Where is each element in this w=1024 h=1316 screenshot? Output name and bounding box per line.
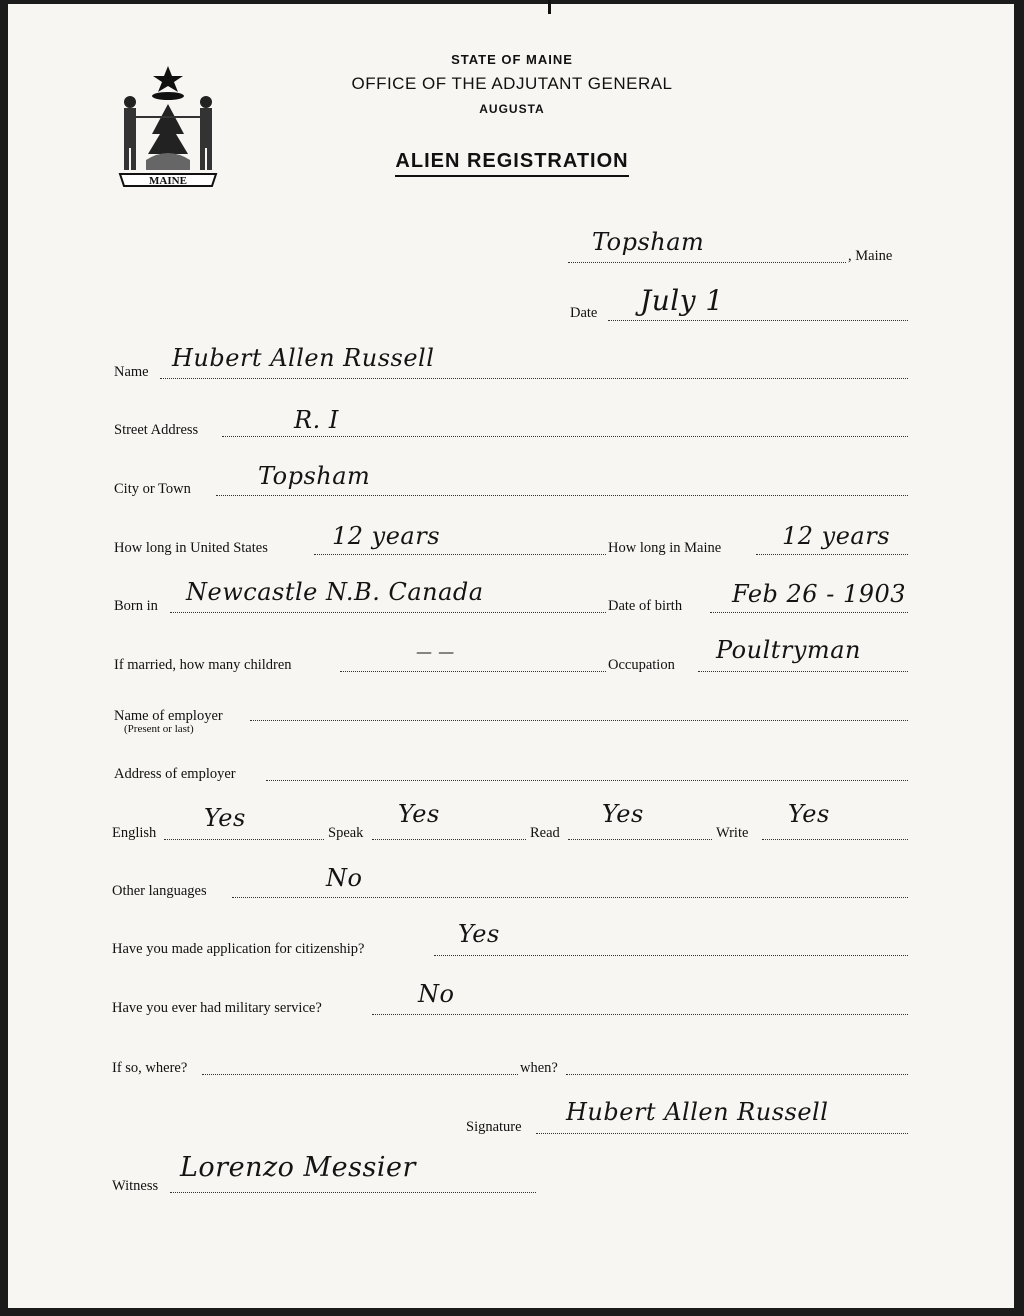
city-line (216, 495, 908, 496)
other-languages-value: No (326, 864, 363, 892)
maine-duration-line (756, 554, 908, 555)
employer-address-label: Address of employer (114, 766, 236, 782)
signature-line (536, 1133, 908, 1134)
name-value: Hubert Allen Russell (172, 344, 435, 372)
read-label: Read (530, 825, 560, 841)
military-label: Have you ever had military service? (112, 1000, 322, 1016)
us-duration-line (314, 554, 606, 555)
occupation-label: Occupation (608, 657, 675, 673)
occupation-value: Poultryman (716, 636, 861, 664)
english-line (164, 839, 324, 840)
occupation-line (698, 671, 908, 672)
born-in-label: Born in (114, 598, 158, 614)
street-label: Street Address (114, 422, 199, 438)
staple-mark (548, 0, 551, 14)
street-line (222, 436, 908, 437)
city-value: Topsham (258, 462, 371, 490)
employer-address-line (266, 780, 908, 781)
children-line (340, 671, 606, 672)
dob-label: Date of birth (608, 598, 683, 614)
speak-value: Yes (398, 800, 440, 828)
date-line (608, 320, 908, 321)
dob-value: Feb 26 - 1903 (732, 580, 907, 608)
children-label: If married, how many children (114, 657, 292, 673)
military-line (372, 1014, 908, 1015)
header-city: AUGUSTA (479, 102, 545, 116)
citizenship-label: Have you made application for citizenship? (112, 941, 365, 957)
military-value: No (418, 980, 455, 1008)
header-office: OFFICE OF THE ADJUTANT GENERAL (351, 74, 673, 93)
where-label: If so, where? (112, 1060, 188, 1076)
signature-label: Signature (466, 1119, 522, 1135)
citizenship-line (434, 955, 908, 956)
english-label: English (112, 825, 157, 841)
dob-line (710, 612, 908, 613)
born-in-value: Newcastle N.B. Canada (186, 578, 484, 606)
citizenship-value: Yes (458, 920, 500, 948)
maine-duration-label: How long in Maine (608, 540, 722, 556)
header-state: STATE OF MAINE (451, 52, 573, 67)
form-paper (8, 4, 1014, 1308)
form-title: ALIEN REGISTRATION (395, 150, 628, 177)
witness-value: Lorenzo Messier (180, 1152, 416, 1183)
seal-banner-text: MAINE (149, 175, 187, 187)
english-value: Yes (204, 804, 246, 832)
born-in-line (170, 612, 606, 613)
other-languages-label: Other languages (112, 883, 207, 899)
where-line (202, 1074, 518, 1075)
date-value: July 1 (640, 284, 724, 317)
employer-sublabel: (Present or last) (124, 723, 194, 735)
witness-line (170, 1192, 536, 1193)
name-line (160, 378, 908, 379)
us-duration-value: 12 years (332, 522, 441, 550)
speak-line (372, 839, 526, 840)
employer-line (250, 720, 908, 721)
write-value: Yes (788, 800, 830, 828)
other-languages-line (232, 897, 908, 898)
town-value: Topsham (592, 228, 705, 256)
us-duration-label: How long in United States (114, 540, 268, 556)
when-label: when? (520, 1060, 558, 1076)
maine-duration-value: 12 years (782, 522, 891, 550)
write-label: Write (716, 825, 749, 841)
children-value: — — (416, 642, 455, 661)
when-line (566, 1074, 908, 1075)
town-line (568, 262, 846, 263)
street-value: R. I (294, 406, 339, 434)
signature-value: Hubert Allen Russell (566, 1098, 829, 1126)
maine-suffix: , Maine (848, 248, 893, 264)
form-title-wrap (0, 150, 1024, 173)
employer-label: Name of employer (114, 708, 223, 724)
city-label: City or Town (114, 481, 191, 497)
speak-label: Speak (328, 825, 364, 841)
name-label: Name (114, 364, 149, 380)
date-label: Date (570, 305, 598, 321)
read-line (568, 839, 712, 840)
witness-label: Witness (112, 1178, 159, 1194)
write-line (762, 839, 908, 840)
read-value: Yes (602, 800, 644, 828)
